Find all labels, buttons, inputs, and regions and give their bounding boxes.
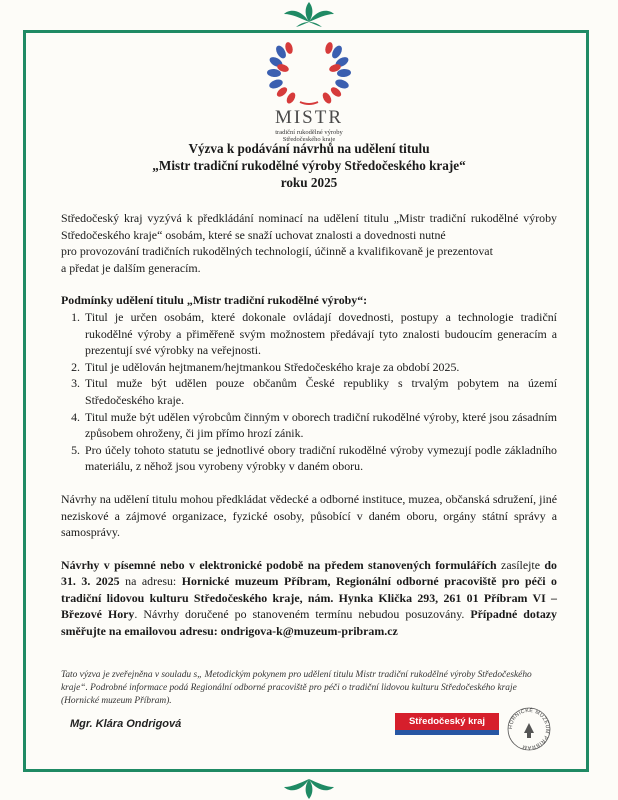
condition-item: 4. Titul muže být udělen výrobcům činným v oborech tradiční rukodělné výroby, které jsou zásadním způsobem ohroženy, či jim přímo hrozí zánik. (83, 409, 557, 442)
logo-word: MISTR (274, 107, 344, 128)
signature: Mgr. Klára Ondrigová (70, 718, 182, 730)
title-line-2: „Mistr tradiční rukodělné výroby Středočeského kraje“ (152, 158, 466, 173)
submission-deadline: do 31. 3. 2025 (61, 557, 557, 589)
submission-part-2: zasílejte (496, 557, 545, 572)
submission-paragraph (61, 557, 557, 640)
logo-subtitle-2: Středočeského kraje (282, 136, 336, 143)
condition-item: 1. Titul je určen osobám, které dokonale ovládají dovednosti, postupy a technologie tradiční rukodělné výroby a přiměřeně svým možnostem předávají tyto znalosti budoucím generacím a prezentují své výrobky na veřejnosti. (83, 309, 557, 359)
submission-part-1: Návrhy v písemné nebo v elektronické podobě na předem stanovených formulářích (61, 557, 497, 572)
intro-line-2: pro provozování tradičních rukodělných technologií, účinně a kvalifikovaně je prezentovat (61, 244, 493, 259)
condition-item: 2. Titul je udělován hejtmanem/hejtmankou Středočeského kraje za období 2025. (83, 359, 557, 376)
document-title (60, 140, 558, 191)
region-logo-stripe (395, 730, 499, 735)
logo-subtitle-1: tradiční rukodělné výroby (275, 129, 343, 136)
submission-contact: Případné dotazy směřujte na emailovou adresu: ondrigova-k@muzeum-pribram.cz (61, 607, 557, 639)
intro-paragraph (61, 210, 557, 276)
museum-logo-text: HORNICKÉ MUZEUM PŘÍBRAM (507, 707, 551, 751)
condition-item: 3. Titul muže být udělen pouze občanům České republiky s trvalým pobytem na území Středočeského kraje. (83, 375, 557, 408)
legal-note: Tato výzva je zveřejněna v souladu s„ Metodickým pokynem pro udělení titulu Mistr tradiční rukodělné výroby Středočeského kraje“. Podrobné informace podá Regionální odborné pracoviště pro péči o tradiční lidovou kulturu Středočeského kraje (Hornické muzeum Příbram). (61, 670, 532, 707)
mistr-logo (255, 40, 363, 143)
title-line-1: Výzva k podávání návrhů na udělení titulu (188, 141, 430, 156)
title-line-3: roku 2025 (280, 175, 338, 190)
region-logo-text: Středočeský kraj (395, 713, 499, 730)
region-logo (395, 713, 499, 737)
top-leaf-ornament (282, 2, 336, 28)
museum-logo (506, 706, 552, 752)
conditions-list (61, 309, 557, 475)
submission-address: Hornické muzeum Příbram, Regionální odborné pracoviště pro péči o tradiční lidovou kulturu Středočeského kraje, nám. Hynka Klička 293, 261 01 Příbram VI – Březové Hory (61, 574, 557, 622)
intro-line-1: Středočeský kraj vyzývá k předkládání nominací na udělení titulu „Mistr tradiční rukodělné výroby Středočeského kraje“ osobám, které se snaží uchovat znalosti a dovednosti nutné (61, 211, 557, 242)
submission-part-4: na adresu: (119, 574, 182, 589)
document-body (61, 210, 557, 640)
condition-item: 5. Pro účely tohoto statutu se jednotlivé obory tradiční rukodělné výroby vymezují podle základního materiálu, z něhož jsou vyrobeny výrobky v daném oboru. (83, 442, 557, 475)
submission-part-6: . Návrhy doručené po stanoveném termínu nebudou posuzovány. (134, 607, 471, 622)
conditions-heading: Podmínky udělení titulu „Mistr tradiční rukodělné výroby“: (61, 293, 368, 308)
wreath-icon (267, 40, 351, 108)
proposals-paragraph: Návrhy na udělení titulu mohou předkládat vědecké a odborné instituce, muzea, občanská sdružení, jiné neziskové a zájmové organizace, fyzické osoby, působící v daném oboru, orgány státní správy a samosprávy. (61, 491, 557, 540)
bottom-leaf-ornament (282, 773, 336, 799)
intro-line-3: a předat je dalším generacím. (61, 260, 201, 275)
